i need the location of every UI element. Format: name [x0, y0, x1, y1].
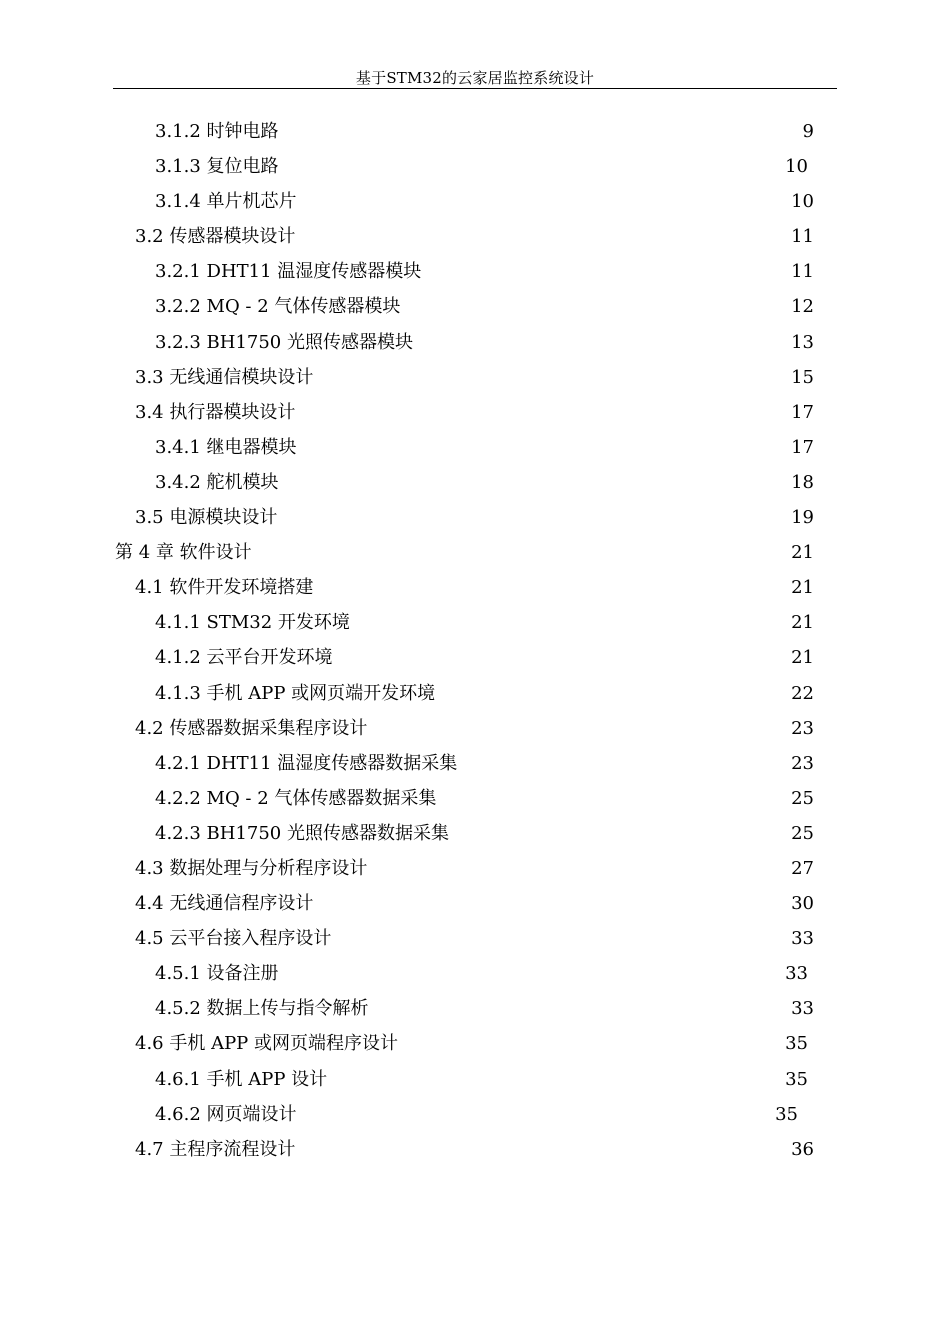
toc-entry-page: 21: [791, 612, 814, 634]
toc-entry-label: 3.3 无线通信模块设计: [135, 366, 314, 388]
toc-entry-label: 3.1.3 复位电路: [155, 156, 279, 178]
toc-entry[interactable]: [0, 921, 950, 956]
toc-entry-page: 19: [791, 507, 814, 529]
toc-entry-label: 3.4.1 继电器模块: [155, 436, 297, 458]
toc-entry-page: 17: [791, 436, 814, 458]
toc-entry-label: 4.6.2 网页端设计: [155, 1103, 297, 1125]
toc-entry-page: 12: [791, 296, 814, 318]
toc-entry-page: 17: [791, 401, 814, 423]
toc-entry[interactable]: [0, 430, 950, 465]
toc-entry-label: 4.1.2 云平台开发环境: [155, 647, 333, 669]
toc-entry[interactable]: [0, 816, 950, 851]
toc-entry-label: 4.5.2 数据上传与指令解析: [155, 998, 369, 1020]
toc-entry-page: 27: [791, 857, 814, 879]
toc-entry-page: 33: [791, 928, 814, 950]
toc-entry-page: 35: [785, 1068, 808, 1090]
toc-entry-page: 35: [785, 1033, 808, 1055]
toc-entry-page: 9: [802, 121, 814, 142]
toc-entry[interactable]: [0, 254, 950, 289]
toc-entry[interactable]: [0, 465, 950, 500]
toc-entry-page: 18: [791, 471, 814, 493]
toc-entry[interactable]: [0, 289, 950, 324]
header-rule: [113, 88, 837, 89]
toc-entry-label: 3.2.1 DHT11 温湿度传感器模块: [155, 261, 422, 283]
toc-entry-label: 4.2.3 BH1750 光照传感器数据采集: [155, 822, 449, 844]
toc-entry-label: 4.2 传感器数据采集程序设计: [135, 717, 368, 739]
toc-entry-page: 21: [791, 647, 814, 669]
toc-entry-label: 4.7 主程序流程设计: [135, 1138, 296, 1160]
toc-entry[interactable]: [0, 500, 950, 535]
toc-entry-page: 10: [785, 156, 808, 178]
toc-entry[interactable]: [0, 781, 950, 816]
toc-entry-page: 11: [791, 226, 814, 248]
toc-entry-label: 4.3 数据处理与分析程序设计: [135, 857, 368, 879]
toc-entry[interactable]: [0, 851, 950, 886]
toc-entry-page: 22: [791, 682, 814, 704]
toc-entry-page: 21: [791, 577, 814, 599]
table-of-contents: [0, 114, 950, 1167]
toc-entry[interactable]: [0, 886, 950, 921]
toc-entry-label: 4.4 无线通信程序设计: [135, 893, 314, 915]
toc-entry[interactable]: [0, 1062, 950, 1097]
toc-entry-chapter[interactable]: [0, 535, 950, 570]
toc-entry[interactable]: [0, 325, 950, 360]
toc-entry-page: 35: [775, 1103, 798, 1125]
toc-entry[interactable]: [0, 360, 950, 395]
toc-entry-page: 23: [791, 752, 814, 774]
toc-entry[interactable]: [0, 746, 950, 781]
toc-entry[interactable]: [0, 605, 950, 640]
toc-entry[interactable]: [0, 184, 950, 219]
toc-entry-label: 4.2.1 DHT11 温湿度传感器数据采集: [155, 752, 458, 774]
toc-entry-label: 4.2.2 MQ - 2 气体传感器数据采集: [155, 787, 437, 809]
toc-entry-label: 4.6.1 手机 APP 设计: [155, 1068, 328, 1090]
toc-entry-page: 13: [791, 331, 814, 353]
toc-entry-label: 3.4 执行器模块设计: [135, 401, 296, 423]
toc-entry[interactable]: [0, 711, 950, 746]
toc-entry-page: 23: [791, 717, 814, 739]
toc-entry[interactable]: [0, 956, 950, 991]
toc-entry[interactable]: [0, 991, 950, 1026]
toc-entry-label: 4.1 软件开发环境搭建: [135, 577, 314, 599]
toc-entry[interactable]: [0, 570, 950, 605]
toc-entry[interactable]: [0, 1097, 950, 1132]
toc-entry-label: 3.4.2 舵机模块: [155, 471, 279, 493]
toc-entry-label: 3.1.4 单片机芯片: [155, 191, 297, 213]
toc-entry-label: 4.5.1 设备注册: [155, 963, 279, 985]
toc-entry-page: 25: [791, 787, 814, 809]
toc-entry[interactable]: [0, 114, 950, 149]
toc-entry-page: 21: [791, 542, 814, 564]
toc-entry-label: 4.1.3 手机 APP 或网页端开发环境: [155, 682, 436, 704]
toc-entry-page: 36: [791, 1138, 814, 1160]
toc-entry-label: 3.5 电源模块设计: [135, 507, 278, 529]
toc-entry-label: 4.6 手机 APP 或网页端程序设计: [135, 1033, 399, 1055]
toc-entry[interactable]: [0, 640, 950, 675]
toc-entry[interactable]: [0, 1132, 950, 1167]
toc-entry-page: 30: [791, 893, 814, 915]
running-header-title: 基于STM32的云家居监控系统设计: [355, 69, 595, 87]
toc-entry[interactable]: [0, 219, 950, 254]
toc-entry-label: 4.5 云平台接入程序设计: [135, 928, 332, 950]
toc-entry[interactable]: [0, 1026, 950, 1061]
toc-entry-page: 15: [791, 366, 814, 388]
toc-entry[interactable]: [0, 149, 950, 184]
toc-entry-label: 3.2.3 BH1750 光照传感器模块: [155, 331, 413, 353]
toc-entry-label: 3.2 传感器模块设计: [135, 226, 296, 248]
toc-entry-page: 33: [785, 963, 808, 985]
toc-entry[interactable]: [0, 395, 950, 430]
toc-entry-page: 10: [791, 191, 814, 213]
toc-entry-label: 第 4 章 软件设计: [115, 542, 252, 564]
toc-entry-page: 11: [791, 261, 814, 283]
toc-entry-page: 33: [791, 998, 814, 1020]
toc-entry-label: 3.1.2 时钟电路: [155, 121, 279, 142]
toc-entry[interactable]: [0, 676, 950, 711]
toc-entry-label: 4.1.1 STM32 开发环境: [155, 612, 350, 634]
toc-entry-page: 25: [791, 822, 814, 844]
toc-entry-label: 3.2.2 MQ - 2 气体传感器模块: [155, 296, 401, 318]
